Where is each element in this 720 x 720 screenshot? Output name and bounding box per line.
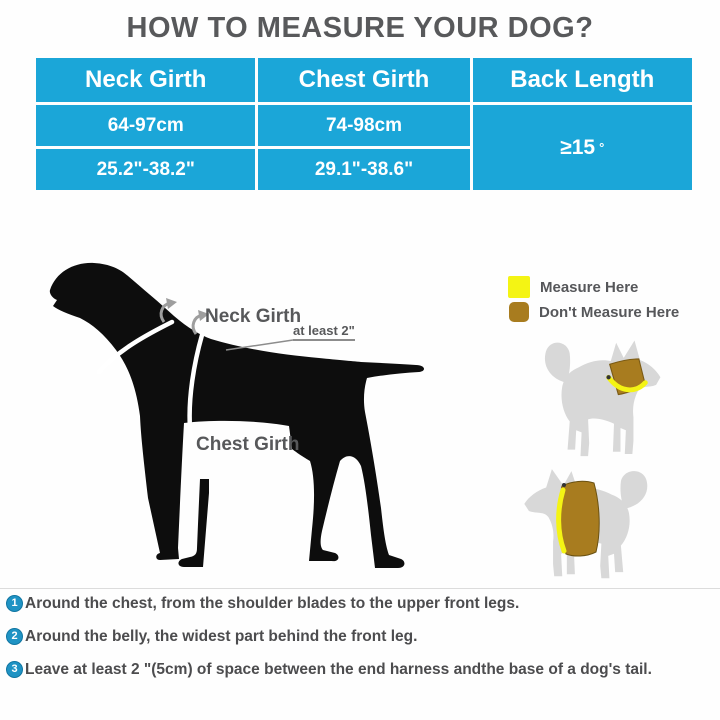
page-title: HOW TO MEASURE YOUR DOG? (126, 12, 594, 44)
band-buckle-dot (562, 483, 566, 487)
instruction-text: Around the chest, from the shoulder blades to the upper front legs. (25, 595, 520, 612)
at-least-leader-line (226, 340, 293, 350)
neck-arrow-icon (166, 298, 177, 309)
instruction-bullet: 3 (6, 661, 23, 678)
belly-band (559, 481, 599, 556)
instruction-text: Leave at least 2 "(5cm) of space between the end harness andthe base of a dog's tail. (25, 661, 652, 678)
col-header-chest-girth: Chest Girth (258, 58, 469, 102)
legend-label: Measure Here (540, 278, 639, 296)
small-dog-neck-example (545, 341, 661, 457)
label-neck-girth: Neck Girth (205, 306, 302, 327)
section-divider (0, 588, 720, 589)
chest-girth-inch: 29.1"-38.6" (258, 149, 469, 190)
col-header-back-length: Back Length (473, 58, 692, 102)
collar-buckle-dot (606, 375, 610, 379)
neck-girth-inch: 25.2"-38.2" (36, 149, 255, 190)
dont-measure-swatch (509, 302, 529, 322)
back-length-angle: ≥15 (560, 135, 596, 159)
measure-here-swatch (508, 276, 530, 298)
instruction-text: Around the belly, the widest part behind the front leg. (25, 628, 418, 645)
legend-item-dont-measure (508, 302, 679, 322)
label-chest-girth: Chest Girth (196, 434, 300, 455)
legend-item-measure (508, 276, 679, 298)
instruction-bullet: 1 (6, 595, 23, 612)
legend-label: Don't Measure Here (539, 303, 680, 321)
legend (508, 276, 679, 326)
instructions-list (6, 594, 718, 693)
col-header-neck-girth: Neck Girth (36, 58, 255, 102)
instruction-item (6, 660, 718, 680)
instruction-item (6, 594, 718, 614)
label-at-least-2: at least 2" (293, 323, 355, 341)
big-dog-far-front-leg (178, 479, 209, 567)
degree-symbol: ° (599, 140, 605, 155)
neck-girth-cm: 64-97cm (36, 105, 255, 146)
instruction-bullet: 2 (6, 628, 23, 645)
chest-girth-cm: 74-98cm (258, 105, 469, 146)
instruction-item (6, 627, 718, 647)
